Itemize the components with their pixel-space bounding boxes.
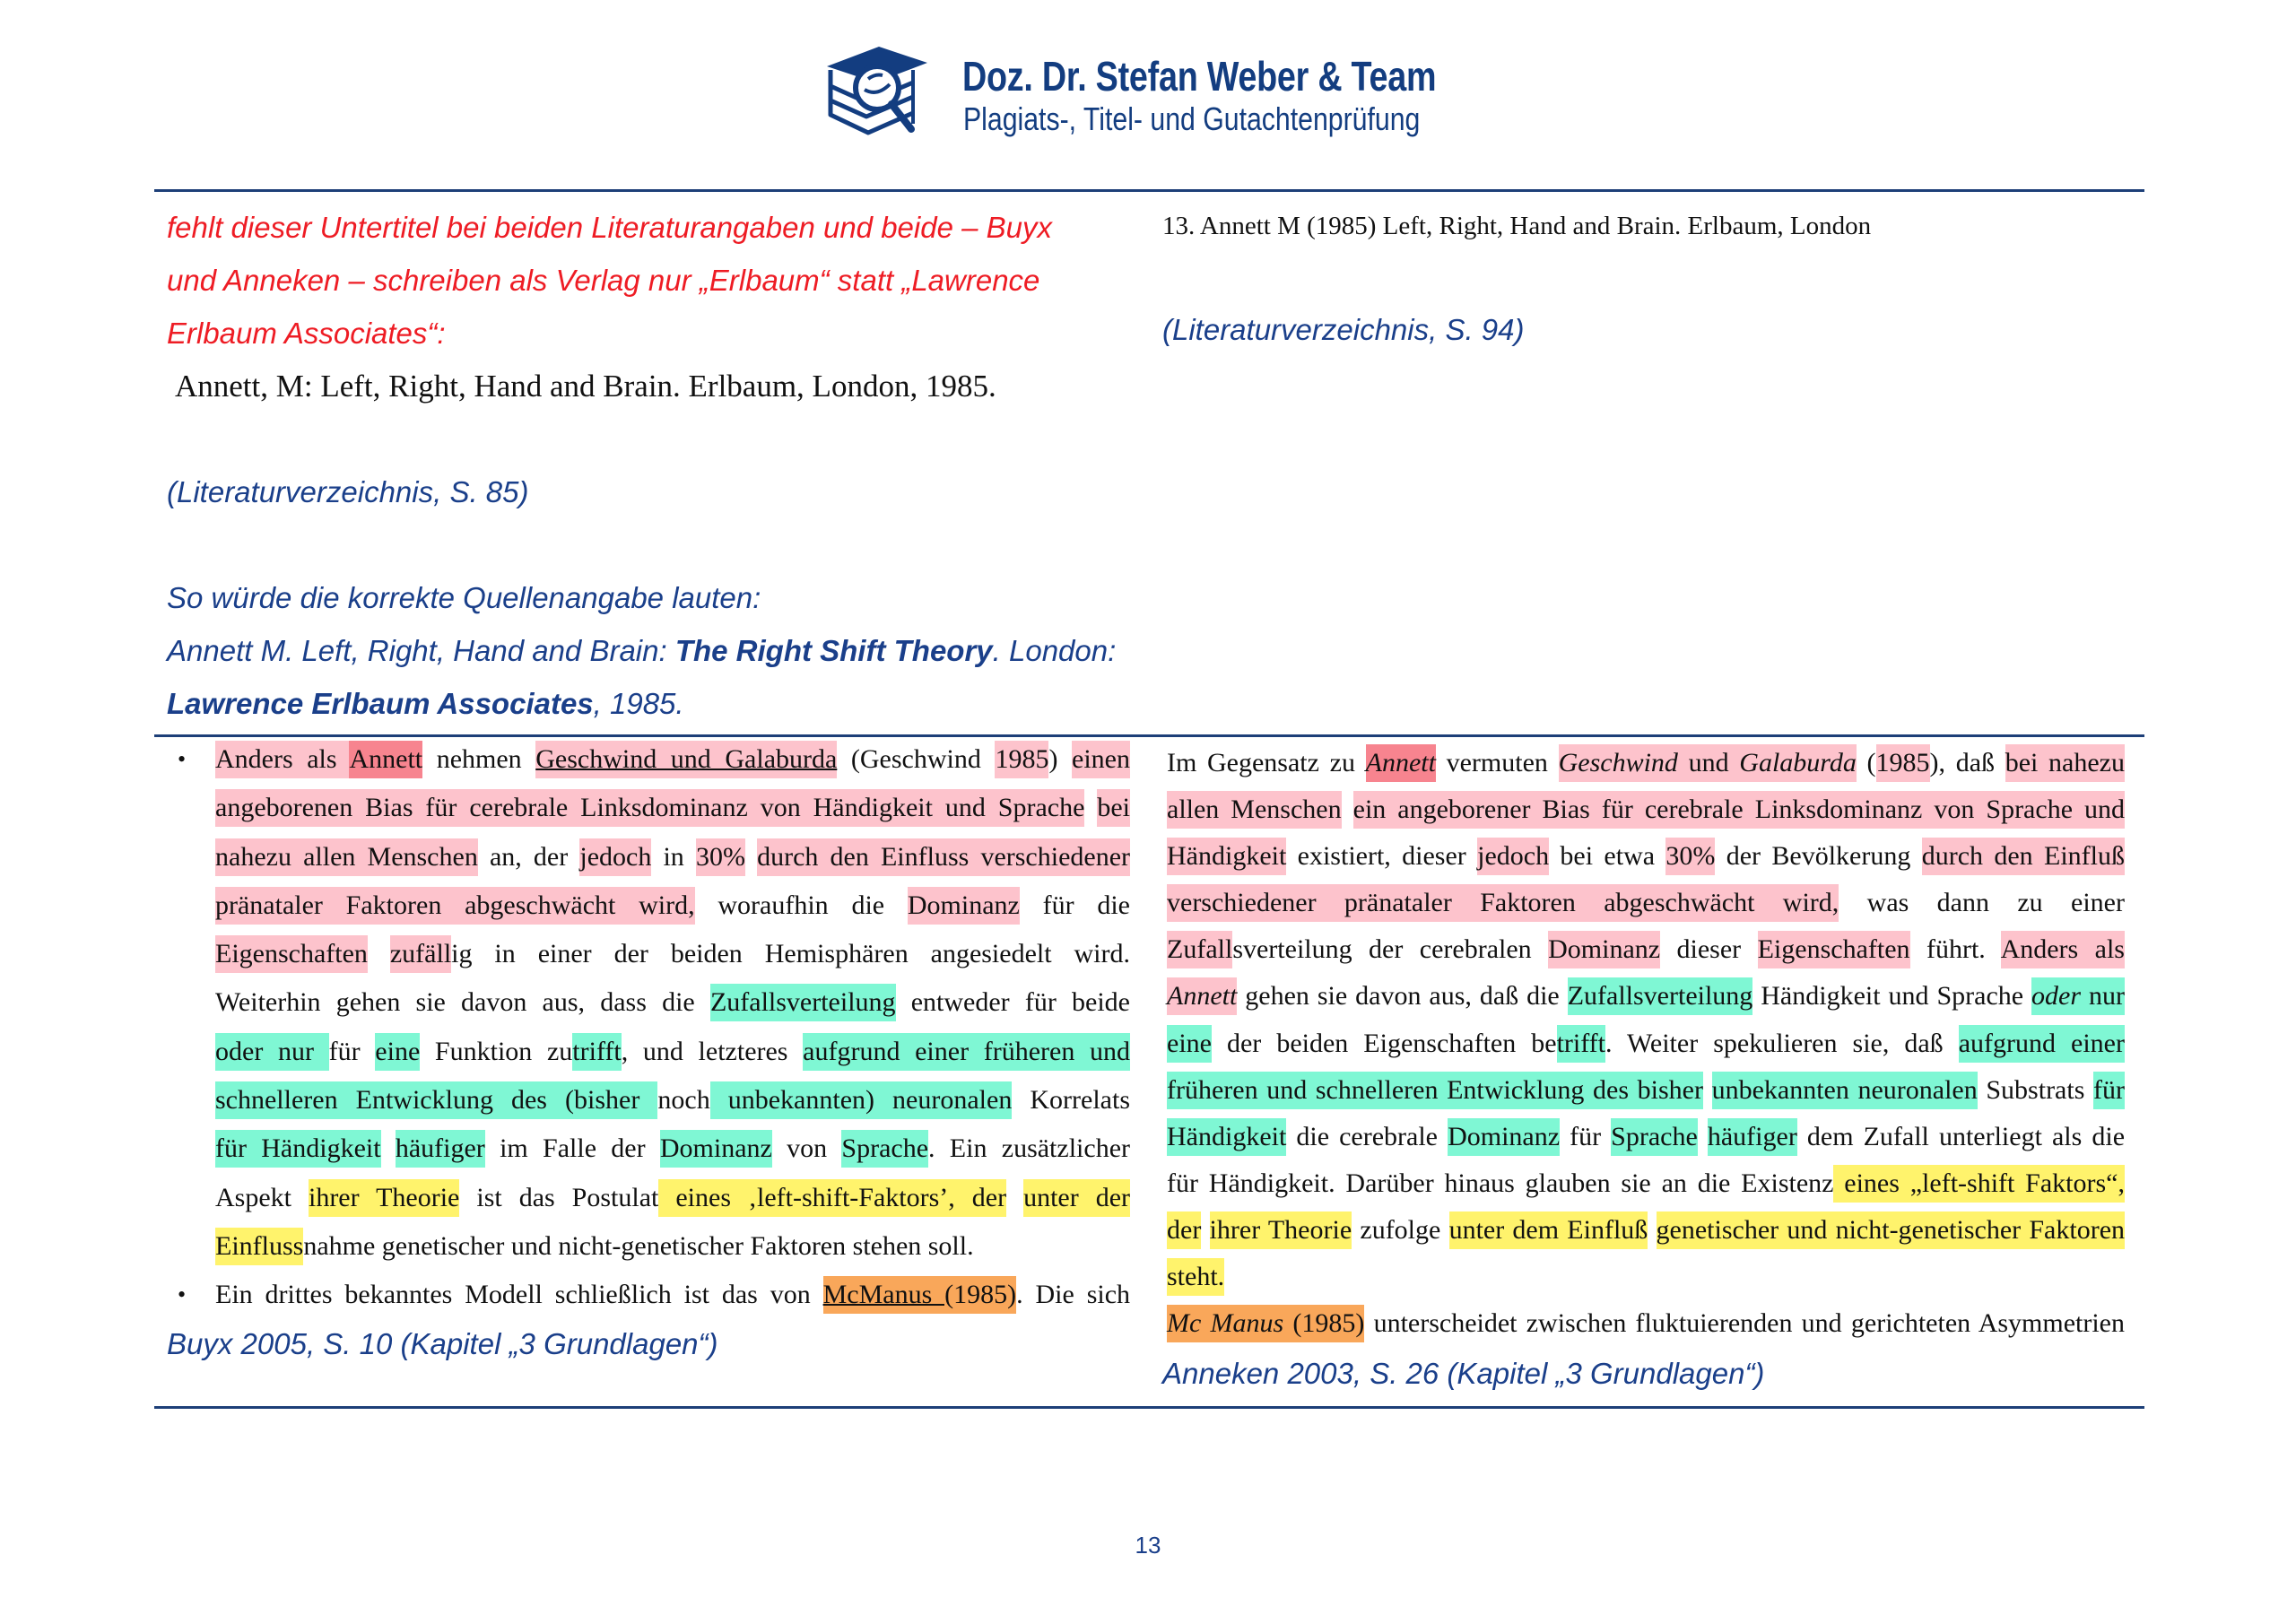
anneken-passage [1167, 740, 2125, 1347]
text-segment [1006, 1179, 1023, 1217]
highlighted-segment: nur [2081, 977, 2125, 1015]
highlighted-segment: ein angeborener Bias für cerebrale Linksdominanz von Sprache und [1353, 791, 2125, 829]
passage-line [1167, 926, 2125, 973]
source-anneken: (Literaturverzeichnis, S. 94) [1162, 313, 1525, 346]
highlighted-segment: Händigkeit [1167, 838, 1286, 875]
text-segment: ) [1048, 744, 1073, 774]
highlighted-segment: Geschwind und Galaburda [535, 741, 837, 778]
highlighted-segment: Dominanz [1548, 931, 1660, 968]
highlighted-segment: Zufall [1167, 931, 1232, 968]
highlighted-segment: ihrer Theorie [309, 1179, 459, 1217]
text-segment: im Falle der [484, 1133, 660, 1164]
text-segment: nehmen [422, 744, 536, 774]
text-segment [368, 935, 390, 973]
text-segment: ( [1856, 748, 1876, 777]
correct-title: The Right Shift Theory [674, 634, 993, 667]
text-segment: was dann zu einer [1839, 888, 2125, 918]
highlighted-segment: eine [1167, 1025, 1212, 1063]
highlighted-segment: ihrer Theorie [1210, 1211, 1352, 1249]
correct-citation-line2 [167, 677, 1135, 730]
text-segment: (Geschwind [837, 744, 996, 774]
passage-line [215, 833, 1130, 881]
passage-line [1167, 1300, 2125, 1347]
highlighted-segment: unbekannten neuronalen [1712, 1072, 1978, 1109]
passage-line [1167, 786, 2125, 833]
highlighted-segment: jedoch [1477, 838, 1549, 875]
passage-line [1167, 1160, 2125, 1207]
highlighted-segment: eines ‚left-shift-Faktors’, der [658, 1179, 1006, 1217]
text-segment: bei etwa [1549, 841, 1666, 872]
highlighted-segment: Eigenschaften [215, 935, 368, 973]
passage-line [1167, 1067, 2125, 1114]
highlighted-segment: 1985 [995, 741, 1048, 778]
text-segment [1201, 1211, 1209, 1249]
highlighted-segment: eine [375, 1033, 420, 1071]
correct-part2: . London: [992, 634, 1117, 667]
text-segment: führt. [1909, 934, 2001, 965]
highlighted-segment: Sprache [841, 1130, 928, 1168]
text-segment [381, 1130, 396, 1168]
highlighted-segment: schnelleren Entwicklung des (bisher [215, 1081, 657, 1119]
highlighted-segment: oder nur [215, 1033, 329, 1071]
text-segment: ), daß [1929, 748, 2005, 777]
highlighted-segment: Eigenschaften [1758, 931, 1910, 968]
passage-line [1167, 880, 2125, 926]
text-segment: für [328, 1036, 376, 1066]
highlighted-segment: angeborenen Bias für cerebrale Linksdominanz von Händigkeit und Sprache [215, 789, 1084, 827]
highlighted-segment: pränataler Faktoren abgeschwächt wird, [215, 887, 695, 925]
text-segment: der beiden Eigenschaften be [1211, 1028, 1557, 1058]
highlighted-segment: Händigkeit [1167, 1118, 1286, 1156]
highlighted-segment: jedoch [579, 838, 651, 876]
highlighted-segment: allen Menschen [1167, 791, 1342, 829]
text-segment: zufolge [1352, 1214, 1449, 1245]
highlighted-segment: trifft [572, 1033, 621, 1071]
books-magnifier-icon [823, 43, 938, 142]
text-segment: für die [1019, 890, 1130, 920]
text-segment: , und letzteres [621, 1036, 804, 1066]
text-segment: noch [657, 1085, 710, 1116]
text-segment: . Die sich [1016, 1280, 1131, 1310]
highlighted-segment: bei [1097, 789, 1130, 827]
highlighted-segment: Einfluss [215, 1228, 303, 1265]
highlighted-segment: Dominanz [908, 887, 1020, 925]
highlighted-segment: steht. [1167, 1258, 1224, 1296]
reference-comment [167, 201, 1135, 730]
text-segment: nahme genetischer und nicht-genetischer Faktoren stehen soll. [303, 1230, 974, 1261]
passage-line [1167, 833, 2125, 880]
highlighted-segment: häufiger [1708, 1118, 1797, 1156]
highlighted-segment: unter der [1023, 1179, 1130, 1217]
divider-bottom [154, 1406, 2144, 1409]
source-buyx: (Literaturverzeichnis, S. 85) [167, 475, 529, 508]
highlighted-segment: Sprache [1611, 1118, 1698, 1156]
passage-line [215, 1222, 1130, 1271]
text-segment: gehen sie davon aus, daß die [1237, 981, 1568, 1012]
passage-line [1167, 1020, 2125, 1067]
highlighted-segment: unter dem Einfluß [1449, 1211, 1648, 1249]
text-segment: die cerebrale [1286, 1121, 1448, 1151]
text-segment: Aspekt [215, 1182, 309, 1212]
text-segment [745, 838, 757, 876]
text-segment [1703, 1072, 1712, 1109]
text-segment: dem Zufall unterliegt als die [1796, 1121, 2126, 1151]
text-segment: Weiterhin gehen sie davon aus, dass die [215, 987, 710, 1018]
highlighted-segment: Annett [1167, 977, 1237, 1015]
highlighted-segment: Annett [1366, 744, 1436, 782]
passage-line [1167, 740, 2125, 786]
highlighted-segment: für Händigkeit [215, 1130, 381, 1168]
correct-citation-line1 [167, 624, 1135, 677]
highlighted-segment: und [1678, 744, 1739, 782]
passage-line [215, 978, 1130, 1027]
highlighted-segment: genetischer und nicht-genetischer Faktoren [1657, 1211, 2126, 1249]
text-segment: . Ein zusätzlicher [928, 1133, 1130, 1164]
highlighted-segment: Dominanz [660, 1130, 772, 1168]
highlighted-segment: bei nahezu [2005, 744, 2125, 782]
text-segment: unterscheidet zwischen fluktuierenden und gerichteten Asymmetrien [1364, 1308, 2125, 1339]
passage-line [215, 881, 1130, 930]
text-segment: ist das Postulat [459, 1182, 659, 1212]
passage-line [178, 1271, 1131, 1319]
passage-line [215, 1076, 1130, 1125]
text-segment: Ein drittes bekanntes Modell schließlich ist das von [215, 1280, 823, 1310]
correct-publisher: Lawrence Erlbaum Associates [167, 687, 594, 720]
text-segment: Händigkeit und Sprache [1752, 981, 2032, 1012]
highlighted-segment: einen [1072, 741, 1130, 778]
anneken-caption: Anneken 2003, S. 26 (Kapitel „3 Grundlagen“) [1162, 1357, 1765, 1390]
passage-line [178, 735, 1130, 784]
highlighted-segment: der [1167, 1211, 1201, 1249]
highlighted-segment: früheren und schnelleren Entwicklung des bisher [1167, 1072, 1703, 1109]
page-number: 13 [1135, 1532, 1161, 1559]
highlighted-segment: für [2093, 1072, 2125, 1109]
passage-line [215, 1174, 1130, 1222]
text-segment [1342, 791, 1353, 829]
highlighted-segment: durch den Einfluss verschiedener [757, 838, 1130, 876]
comment-line: Erlbaum Associates“: [167, 317, 446, 350]
buyx-caption: Buyx 2005, S. 10 (Kapitel „3 Grundlagen“) [167, 1327, 718, 1360]
highlighted-segment: McManus [823, 1276, 945, 1314]
passage-line [1167, 973, 2125, 1020]
text-segment: dieser [1660, 934, 1758, 965]
passage-line [215, 1028, 1130, 1076]
highlighted-segment: (1985) [944, 1276, 1016, 1314]
highlighted-segment: 30% [696, 838, 745, 876]
buyx-passage [178, 735, 1131, 1320]
highlighted-segment: Galaburda [1739, 744, 1857, 782]
divider-top [154, 189, 2144, 192]
passage-line [215, 784, 1130, 832]
passage-line [1167, 1254, 2125, 1300]
text-segment: sverteilung der cerebralen [1232, 934, 1549, 965]
highlighted-segment: Geschwind [1559, 744, 1678, 782]
highlighted-segment: häufiger [396, 1130, 485, 1168]
highlighted-segment: Anders als [215, 741, 349, 778]
passage-line [215, 1125, 1130, 1173]
highlighted-segment: (1985) [1283, 1305, 1364, 1342]
highlighted-segment: aufgrund einer früheren und [803, 1033, 1130, 1071]
correct-intro: So würde die korrekte Quellenangabe lauten: [167, 581, 761, 614]
highlighted-segment: trifft [1557, 1025, 1605, 1063]
text-segment [1698, 1118, 1708, 1156]
text-segment [1648, 1211, 1656, 1249]
text-segment: vermuten [1435, 748, 1559, 777]
bullet-icon: • [178, 1281, 187, 1308]
text-segment: an, der [477, 841, 580, 872]
highlighted-segment: Annett [349, 741, 422, 778]
highlighted-segment: unbekannten) neuronalen [710, 1081, 1013, 1119]
comment-line: und Anneken – schreiben als Verlag nur „Erlbaum“ statt „Lawrence [167, 264, 1040, 297]
highlighted-segment: Anders als [2001, 931, 2125, 968]
text-segment: Im Gegensatz zu [1167, 748, 1366, 777]
text-segment: für Händigkeit. Darüber hinaus glauben sie an die Existenz [1167, 1168, 1834, 1198]
text-segment: der Bevölkerung [1715, 841, 1922, 872]
highlighted-segment: aufgrund einer [1959, 1025, 2125, 1063]
text-segment: ig in einer der beiden Hemisphären angesiedelt wird. [451, 939, 1130, 969]
text-segment: Funktion zu [420, 1036, 573, 1066]
highlighted-segment: 30% [1665, 838, 1715, 875]
text-segment: . Weiter spekulieren sie, daß [1605, 1028, 1959, 1058]
highlighted-segment: Dominanz [1448, 1118, 1560, 1156]
highlighted-segment: Zufallsverteilung [1568, 977, 1753, 1015]
comment-line: fehlt dieser Untertitel bei beiden Literaturangaben und beide – Buyx [167, 211, 1053, 244]
correct-part3: , 1985. [593, 687, 684, 720]
brand-subtitle: Plagiats-, Titel- und Gutachtenprüfung [963, 100, 1421, 137]
text-segment: existiert, dieser [1286, 841, 1478, 872]
highlighted-segment: zufäll [390, 935, 451, 973]
passage-line [1167, 1207, 2125, 1254]
bib-entry-anneken: 13. Annett M (1985) Left, Right, Hand and Brain. Erlbaum, London [1162, 212, 1872, 240]
bib-entry-buyx: Annett, M: Left, Right, Hand and Brain. Erlbaum, London, 1985. [175, 369, 996, 404]
brand-title: Doz. Dr. Stefan Weber & Team [962, 53, 1437, 100]
highlighted-segment: eines „left-shift Faktors“, [1833, 1165, 2125, 1203]
highlighted-segment: Mc Manus [1167, 1305, 1283, 1342]
text-segment: für [1560, 1121, 1612, 1151]
text-segment: Substrats [1977, 1074, 2094, 1105]
highlighted-segment: verschiedener pränataler Faktoren abgeschwächt wird, [1167, 884, 1839, 922]
text-segment: woraufhin die [694, 890, 908, 920]
text-segment: in [651, 841, 696, 872]
text-segment: von [771, 1133, 842, 1164]
passage-line [1167, 1114, 2125, 1160]
highlighted-segment: Zufallsverteilung [710, 984, 896, 1021]
highlighted-segment: durch den Einfluß [1922, 838, 2125, 875]
passage-line [215, 930, 1130, 978]
text-segment: Korrelats [1012, 1085, 1131, 1116]
highlighted-segment: oder [2031, 977, 2081, 1015]
text-segment [1084, 789, 1097, 827]
highlighted-segment: nahezu allen Menschen [215, 838, 478, 876]
highlighted-segment: 1985 [1876, 744, 1930, 782]
text-segment: entweder für beide [895, 987, 1130, 1018]
correct-part1: Annett M. Left, Right, Hand and Brain: [167, 634, 675, 667]
bullet-icon: • [178, 746, 187, 772]
